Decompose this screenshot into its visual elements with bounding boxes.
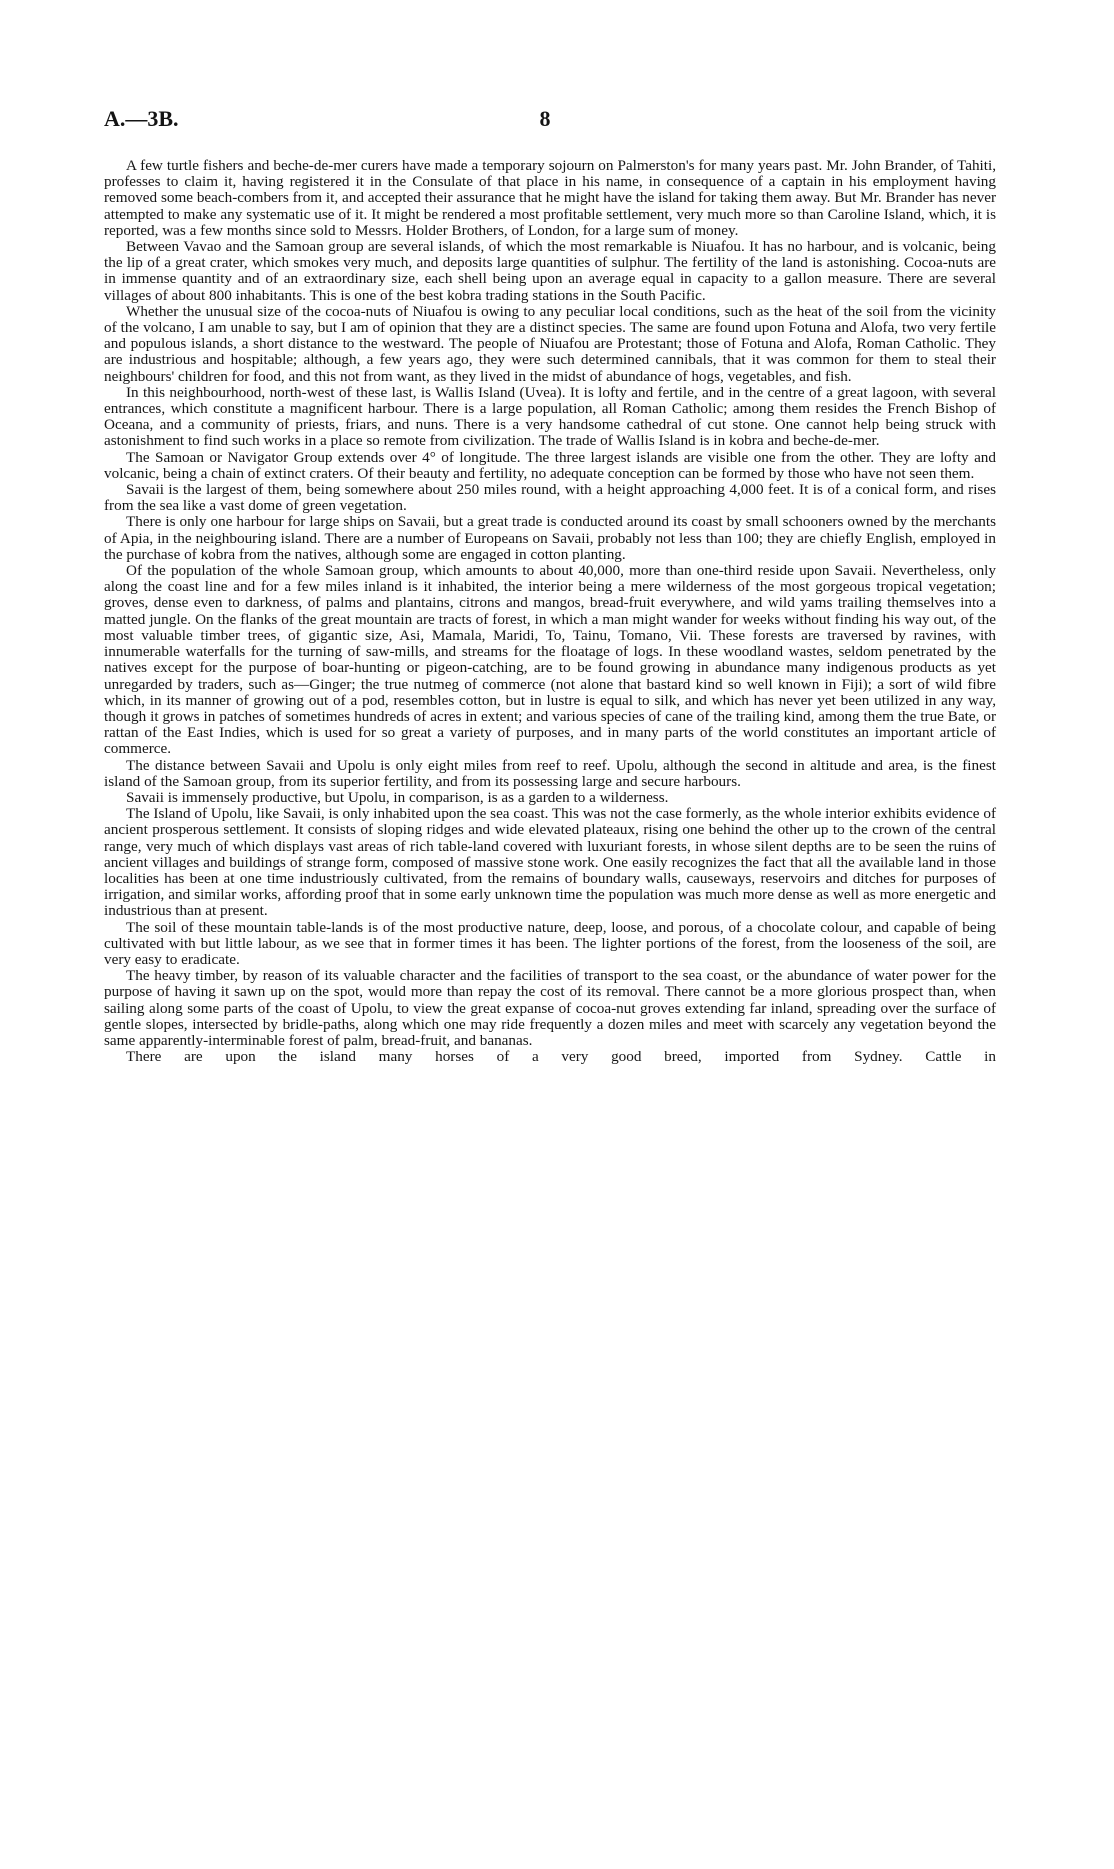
- paragraph: The distance between Savaii and Upolu is only eight miles from reef to reef. Upolu, although the second in altitude and area, is the finest island of the Samoan group, from its superior fertility, and from its possessing large and secure harbours.: [104, 756, 996, 790]
- paragraph: Savaii is the largest of them, being somewhere about 250 miles round, with a height approaching 4,000 feet. It is of a conical form, and rises from the sea like a vast dome of green vegetation.: [104, 481, 996, 515]
- paragraph: The Island of Upolu, like Savaii, is only inhabited upon the sea coast. This was not the case formerly, as the whole interior exhibits evidence of ancient prosperous settlement. It consists of sloping ridges and wide elevated plateaux, rising one behind the other up to the crown of the central range, very much of which displays vast areas of rich table-land covered with luxuriant forests, in whose silent depths are to be seen the ruins of ancient villages and buildings of strange form, composed of massive stone work. One easily recognizes the fact that all the available land in those localities has been at one time industriously cultivated, from the remains of boundary walls, causeways, reservoirs and ditches for purposes of irrigation, and similar works, affording proof that in some early unknown time the population was much more dense as well as more energetic and industrious than at present.: [104, 805, 996, 920]
- paragraph: The soil of these mountain table-lands is of the most productive nature, deep, loose, and porous, of a chocolate colour, and capable of being cultivated with but little labour, as we see that in former times it has been. The lighter portions of the forest, from the looseness of the soil, are very easy to eradicate.: [104, 918, 996, 968]
- paragraph: There are upon the island many horses of a very good breed, imported from Sydney. Cattle in: [126, 1048, 996, 1066]
- document-reference: A.—3B.: [104, 106, 179, 131]
- paragraph: The heavy timber, by reason of its valuable character and the facilities of transport to the sea coast, or the abundance of water power for the purpose of having it sawn up on the spot, would more than repay the cost of its removal. There cannot be a more glorious prospect than, when sailing along some parts of the coast of Upolu, to view the great expanse of cocoa-nut groves extending far inland, spreading over the surface of gentle slopes, intersected by bridle-paths, along which one may ride frequently a dozen miles and meet with scarcely any vegetation beyond the same apparently-interminable forest of palm, bread-fruit, and bananas.: [104, 967, 996, 1049]
- body-text: [104, 158, 996, 1065]
- paragraph: There is only one harbour for large ships on Savaii, but a great trade is conducted around its coast by small schooners owned by the merchants of Apia, in the neighbouring island. There are a number of Europeans on Savaii, probably not less than 100; they are chiefly English, employed in the purchase of kobra from the natives, although some are engaged in cotton planting.: [104, 513, 996, 563]
- paragraph: Of the population of the whole Samoan group, which amounts to about 40,000, more than one-third reside upon Savaii. Nevertheless, only along the coast line and for a few miles inland is it inhabited, the interior being a mere wilderness of the most gorgeous tropical vegetation; groves, dense even to darkness, of palms and plantains, citrons and mangos, bread-fruit everywhere, and wild yams trailing themselves into a matted jungle. On the flanks of the great mountain are tracts of forest, in which a man might wander for weeks without finding his way out, of the most valuable timber trees, of gigantic size, Asi, Mamala, Maridi, To, Tainu, Tomano, Vii. These forests are traversed by ravines, with innumerable waterfalls for the turning of saw-mills, and streams for the floatage of logs. In these woodland wastes, seldom penetrated by the natives except for the purpose of boar-hunting or pigeon-catching, are to be found growing in abundance many indigenous products as yet unregarded by traders, such as—Ginger; the true nutmeg of commerce (not alone that bastard kind so well known in Fiji); a sort of wild fibre which, in its manner of growing out of a pod, resembles cotton, but in lustre is equal to silk, and which has never yet been utilized in any way, though it grows in patches of sometimes hundreds of acres in extent; and various species of cane of the trailing kind, among them the true Bate, or rattan of the East Indies, which is used for so great a variety of purposes, and in many parts of the world constitutes an important article of commerce.: [104, 562, 996, 758]
- paragraph: Savaii is immensely productive, but Upolu, in comparison, is as a garden to a wilderness.: [126, 788, 669, 806]
- paragraph: Between Vavao and the Samoan group are several islands, of which the most remarkable is Niuafou. It has no harbour, and is volcanic, being the lip of a great crater, which smokes very much, and deposits large quantities of sulphur. The fertility of the land is astonishing. Cocoa-nuts are in immense quantity and of an extraordinary size, each shell being upon an average equal in capacity to a gallon measure. There are several villages of about 800 inhabitants. This is one of the best kobra trading stations in the South Pacific.: [104, 238, 996, 304]
- paragraph: A few turtle fishers and beche-de-mer curers have made a temporary sojourn on Palmerston's for many years past. Mr. John Brander, of Tahiti, professes to claim it, having registered it in the Consulate of that place in his name, in consequence of a captain in his employment having removed some beach-combers from it, and accepted their assurance that he might have the island for taking them away. But Mr. Brander has never attempted to make any systematic use of it. It might be rendered a most profitable settlement, very much more so than Caroline Island, which, it is reported, was a few months since sold to Messrs. Holder Brothers, of London, for a large sum of money.: [104, 157, 996, 239]
- page-number: 8: [539, 106, 551, 131]
- paragraph: Whether the unusual size of the cocoa-nuts of Niuafou is owing to any peculiar local conditions, such as the heat of the soil from the vicinity of the volcano, I am unable to say, but I am of opinion that they are a distinct species. The same are found upon Fotuna and Alofa, two very fertile and populous islands, a short distance to the westward. The people of Niuafou are Protestant; those of Fotuna and Alofa, Roman Catholic. They are industrious and hospitable; although, a few years ago, they were such determined cannibals, that it was common for them to steal their neighbours' children for food, and this not from want, as they lived in the midst of abundance of hogs, vegetables, and fish.: [104, 302, 996, 385]
- page-header: [104, 106, 996, 136]
- paragraph: In this neighbourhood, north-west of these last, is Wallis Island (Uvea). It is lofty and fertile, and in the centre of a great lagoon, with several entrances, which constitute a magnificent harbour. There is a large population, all Roman Catholic; among them resides the French Bishop of Oceana, and a community of priests, friars, and nuns. There is a very handsome cathedral of cut stone. One cannot help being struck with astonishment to find such works in a place so remote from civilization. The trade of Wallis Island is in kobra and beche-de-mer.: [104, 383, 996, 450]
- paragraph: The Samoan or Navigator Group extends over 4° of longitude. The three largest islands are visible one from the other. They are lofty and volcanic, being a chain of extinct craters. Of their beauty and fertility, no adequate conception can be formed by those who have not seen them.: [104, 448, 996, 482]
